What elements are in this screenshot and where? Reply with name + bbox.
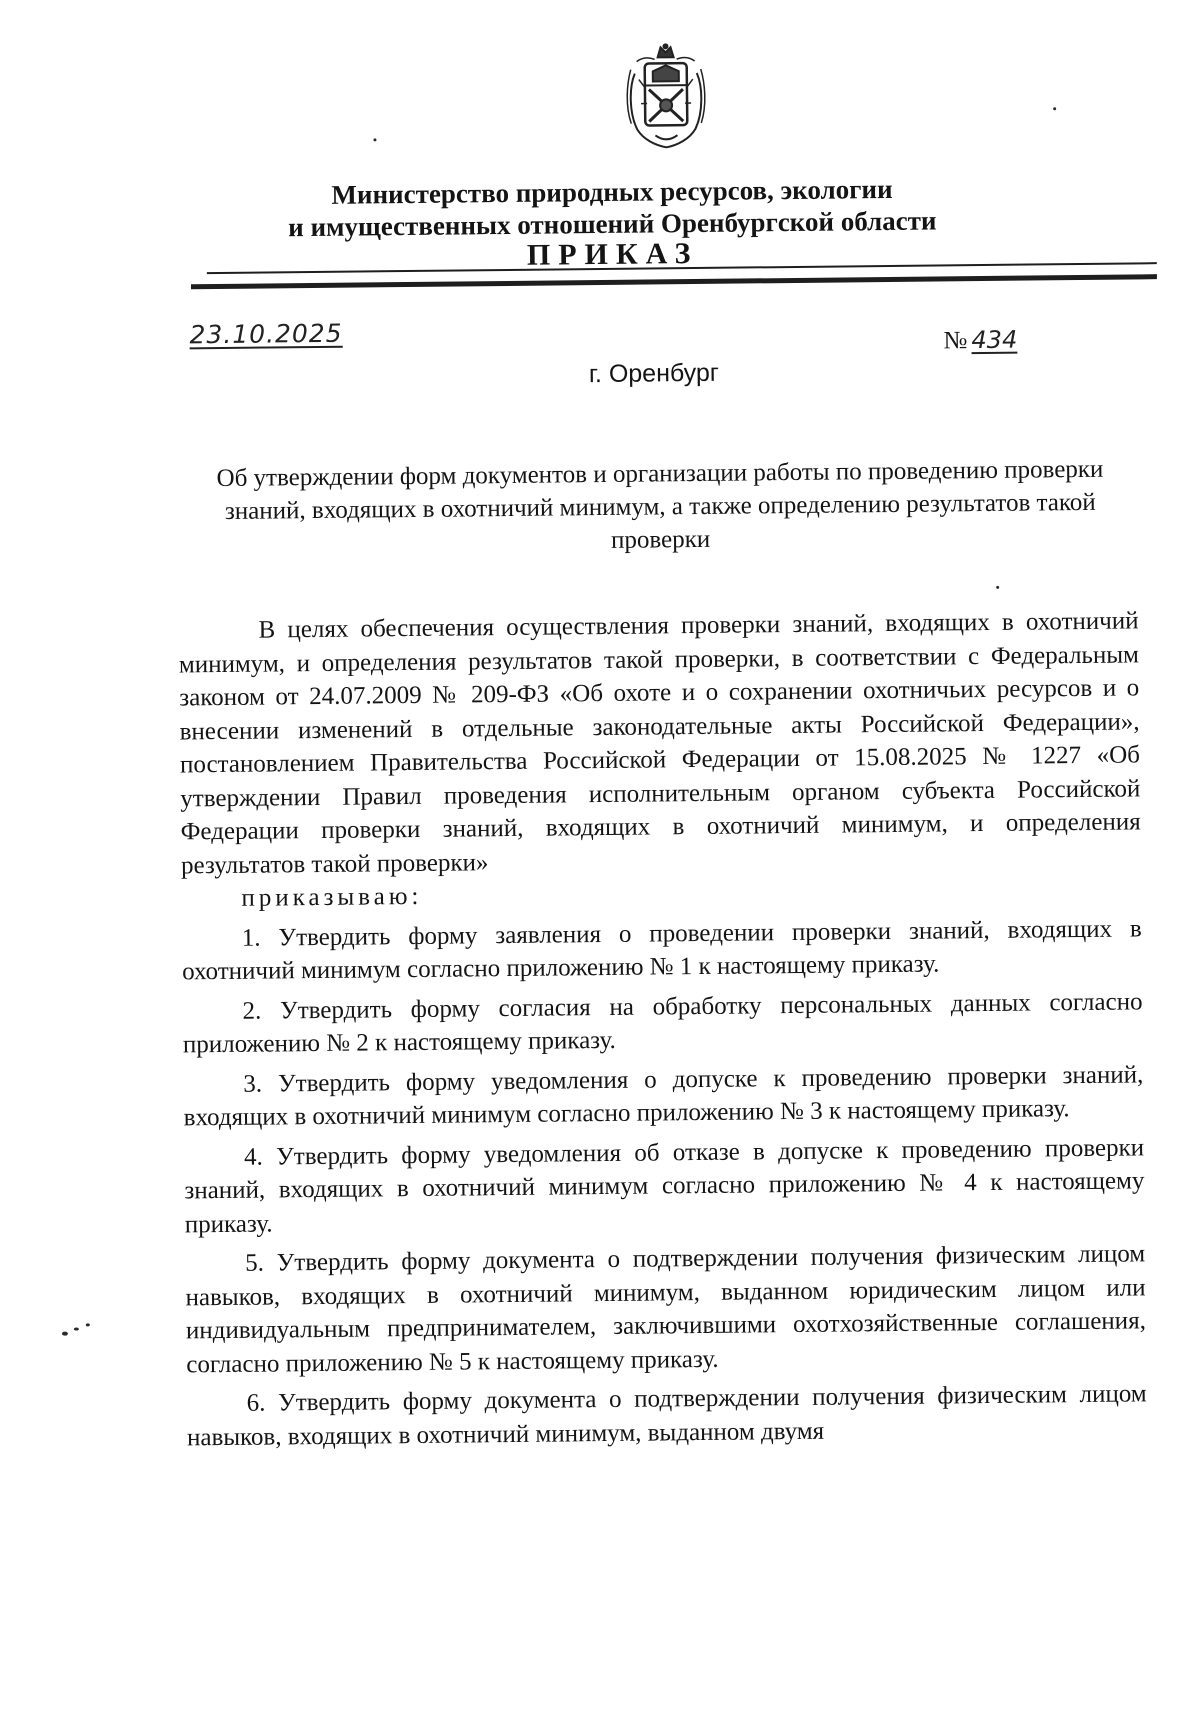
order-title: Об утверждении форм документов и организации работы по проведению проверки знаний, входящих в охотничий минимум, а также определению результатов такой проверки: [210, 453, 1111, 561]
ministry-line-1: Министерство природных ресурсов, экологии: [202, 172, 1022, 213]
order-word: приказываю:: [181, 872, 1141, 916]
scan-speck: [86, 1323, 90, 1326]
order-item-6: 6. Утвердить форму документа о подтверждении получения физическим лицом навыков, входящих в охотничий минимум, выданном двумя: [187, 1377, 1148, 1454]
scan-speck: [74, 1328, 79, 1331]
ministry-name: [202, 172, 1023, 245]
order-item-1: 1. Утвердить форму заявления о проведении проверки знаний, входящих в охотничий минимум согласно приложению № 1 к настоящему приказу.: [182, 912, 1143, 989]
ministry-line-2: и имущественных отношений Оренбургской области: [202, 204, 1022, 245]
coat-of-arms-emblem: [624, 43, 707, 152]
scan-speck: [373, 138, 376, 141]
number-label: №: [943, 327, 967, 354]
order-item-4: 4. Утвердить форму уведомления об отказе в допуске к проведению проверки знаний, входящих в охотничий минимум согласно приложению № 4 к настоящему приказу.: [184, 1131, 1145, 1242]
order-item-2: 2. Утвердить форму согласия на обработку персональных данных согласно приложению № 2 к настоящему приказу.: [182, 985, 1143, 1062]
document-type-heading: ПРИКАЗ: [203, 234, 1023, 277]
scan-speck: [62, 1332, 68, 1336]
city: г. Оренбург: [504, 358, 804, 390]
order-item-5: 5. Утвердить форму документа о подтверждении получения физическим лицом навыков, входящих в охотничий минимум, выданном юридическим лицом или индивидуальным предпринимателем, заключившими охотхозяйственные соглашения, согласно приложению № 5 к настоящему приказу.: [185, 1237, 1146, 1381]
order-number: [943, 326, 1029, 356]
header-rule-thick: [191, 274, 1157, 289]
number-value: 434: [967, 326, 1029, 355]
order-body: [178, 604, 1147, 1454]
scan-speck: [996, 586, 999, 589]
order-item-3: 3. Утвердить форму уведомления о допуске к проведению проверки знаний, входящих в охотничий минимум согласно приложению № 3 к настоящему приказу.: [183, 1058, 1144, 1135]
preamble: В целях обеспечения осуществления проверки знаний, входящих в охотничий минимум, и определения результатов такой проверки, в соответствии с Федеральным законом от 24.07.2009 № 209-ФЗ «Об охоте и о сохранении охотничьих ресурсов и о внесении изменений в отдельные законодательные акты Российской Федерации», постановлением Правительства Российской Федерации от 15.08.2025 № 1227 «Об утверждении Правил проведения исполнительным органом субъекта Российской Федерации проверки знаний, входящих в охотничий минимум, и определения результатов такой проверки»: [178, 604, 1141, 882]
order-date: 23.10.2025: [189, 319, 342, 350]
scan-speck: [1053, 107, 1056, 110]
